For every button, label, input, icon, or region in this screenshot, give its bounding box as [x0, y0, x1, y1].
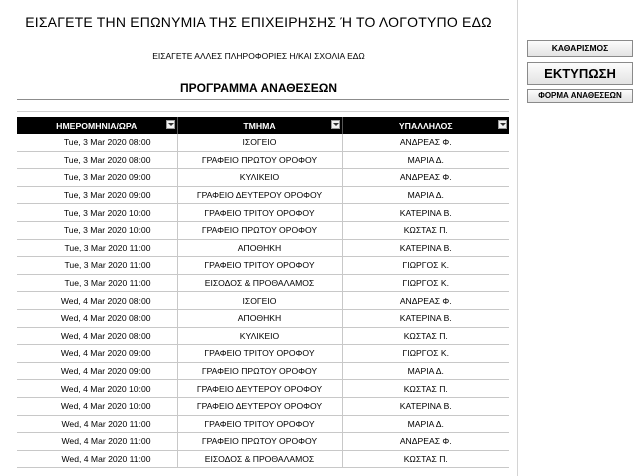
table-row [17, 186, 509, 204]
cell-department[interactable]: ΓΡΑΦΕΙΟ ΤΡΙΤΟΥ ΟΡΟΦΟΥ [177, 204, 342, 222]
sort-filter-icon[interactable] [166, 120, 175, 129]
cell-datetime[interactable]: Wed, 4 Mar 2020 08:00 [17, 309, 177, 327]
cell-datetime[interactable]: Wed, 4 Mar 2020 09:00 [17, 362, 177, 380]
cell-department[interactable]: ΙΣΟΓΕΙΟ [177, 134, 342, 151]
column-header-department [177, 117, 342, 134]
cell-department[interactable]: ΑΠΟΘΗΚΗ [177, 309, 342, 327]
page-title: ΠΡΟΓΡΑΜΜΑ ΑΝΑΘΕΣΕΩΝ [179, 81, 338, 95]
cell-department[interactable]: ΓΡΑΦΕΙΟ ΤΡΙΤΟΥ ΟΡΟΦΟΥ [177, 415, 342, 433]
table-row [17, 151, 509, 169]
cell-department[interactable]: ΓΡΑΦΕΙΟ ΠΡΩΤΟΥ ΟΡΟΦΟΥ [177, 151, 342, 169]
cell-employee[interactable]: ΑΝΔΡΕΑΣ Φ. [342, 292, 509, 310]
cell-datetime[interactable]: Wed, 4 Mar 2020 11:00 [17, 433, 177, 451]
table-row [17, 450, 509, 468]
column-header-employee [342, 117, 509, 134]
cell-employee[interactable]: ΜΑΡΙΑ Δ. [342, 151, 509, 169]
table-row [17, 274, 509, 292]
cell-employee[interactable]: ΚΑΤΕΡΙΝΑ Β. [342, 397, 509, 415]
column-header-label: ΥΠΑΛΛΗΛΟΣ [398, 120, 453, 131]
table-row [17, 257, 509, 275]
cell-datetime[interactable]: Tue, 3 Mar 2020 10:00 [17, 204, 177, 222]
company-name-placeholder[interactable]: ΕΙΣΑΓΕΤΕ ΤΗΝ ΕΠΩΝΥΜΙΑ ΤΗΣ ΕΠΙΧΕΙΡΗΣΗΣ Ή ΤΟ ΛΟΓΟΤΥΠΟ ΕΔΩ [25, 14, 492, 30]
cell-datetime[interactable]: Wed, 4 Mar 2020 11:00 [17, 415, 177, 433]
cell-department[interactable]: ΓΡΑΦΕΙΟ ΠΡΩΤΟΥ ΟΡΟΦΟΥ [177, 362, 342, 380]
cell-datetime[interactable]: Wed, 4 Mar 2020 08:00 [17, 292, 177, 310]
cell-employee[interactable]: ΓΙΩΡΓΟΣ Κ. [342, 345, 509, 363]
column-header-label: ΤΜΗΜΑ [243, 120, 276, 131]
cell-department[interactable]: ΚΥΛΙΚΕΙΟ [177, 169, 342, 187]
cell-datetime[interactable]: Wed, 4 Mar 2020 10:00 [17, 380, 177, 398]
cell-employee[interactable]: ΚΑΤΕΡΙΝΑ Β. [342, 239, 509, 257]
cell-datetime[interactable]: Wed, 4 Mar 2020 09:00 [17, 345, 177, 363]
column-header-datetime [17, 117, 177, 134]
cell-datetime[interactable]: Tue, 3 Mar 2020 08:00 [17, 151, 177, 169]
table-row [17, 415, 509, 433]
cell-datetime[interactable]: Wed, 4 Mar 2020 08:00 [17, 327, 177, 345]
cell-datetime[interactable]: Wed, 4 Mar 2020 11:00 [17, 450, 177, 468]
cell-department[interactable]: ΓΡΑΦΕΙΟ ΔΕΥΤΕΡΟΥ ΟΡΟΦΟΥ [177, 397, 342, 415]
assignments-form-button[interactable]: ΦΟΡΜΑ ΑΝΑΘΕΣΕΩΝ [527, 89, 633, 103]
cell-employee[interactable]: ΚΩΣΤΑΣ Π. [342, 221, 509, 239]
cell-datetime[interactable]: Tue, 3 Mar 2020 10:00 [17, 221, 177, 239]
title-divider [17, 99, 509, 100]
cell-datetime[interactable]: Tue, 3 Mar 2020 11:00 [17, 274, 177, 292]
table-row [17, 380, 509, 398]
cell-datetime[interactable]: Wed, 4 Mar 2020 10:00 [17, 397, 177, 415]
table-row [17, 134, 509, 151]
cell-datetime[interactable]: Tue, 3 Mar 2020 11:00 [17, 257, 177, 275]
cell-employee[interactable]: ΑΝΔΡΕΑΣ Φ. [342, 169, 509, 187]
cell-employee[interactable]: ΚΑΤΕΡΙΝΑ Β. [342, 204, 509, 222]
cell-employee[interactable]: ΚΩΣΤΑΣ Π. [342, 327, 509, 345]
table-header-row [17, 117, 509, 134]
cell-employee[interactable]: ΜΑΡΙΑ Δ. [342, 415, 509, 433]
cell-department[interactable]: ΓΡΑΦΕΙΟ ΠΡΩΤΟΥ ΟΡΟΦΟΥ [177, 433, 342, 451]
clear-button[interactable]: ΚΑΘΑΡΙΣΜΟΣ [527, 40, 633, 57]
cell-datetime[interactable]: Tue, 3 Mar 2020 09:00 [17, 169, 177, 187]
cell-datetime[interactable]: Tue, 3 Mar 2020 08:00 [17, 134, 177, 151]
table-row [17, 433, 509, 451]
info-placeholder[interactable]: ΕΙΣΑΓΕΤΕ ΑΛΛΕΣ ΠΛΗΡΟΦΟΡΙΕΣ Η/ΚΑΙ ΣΧΟΛΙΑ ΕΔΩ [152, 51, 365, 61]
filter-dropdown-icon[interactable] [498, 120, 507, 129]
table-row [17, 204, 509, 222]
table-row [17, 327, 509, 345]
cell-employee[interactable]: ΑΝΔΡΕΑΣ Φ. [342, 433, 509, 451]
cell-employee[interactable]: ΜΑΡΙΑ Δ. [342, 362, 509, 380]
cell-employee[interactable]: ΚΩΣΤΑΣ Π. [342, 450, 509, 468]
column-header-label: ΗΜΕΡΟΜΗΝΙΑ/ΩΡΑ [56, 120, 138, 131]
table-row [17, 292, 509, 310]
cell-employee[interactable]: ΜΑΡΙΑ Δ. [342, 186, 509, 204]
cell-department[interactable]: ΓΡΑΦΕΙΟ ΔΕΥΤΕΡΟΥ ΟΡΟΦΟΥ [177, 380, 342, 398]
cell-department[interactable]: ΓΡΑΦΕΙΟ ΤΡΙΤΟΥ ΟΡΟΦΟΥ [177, 257, 342, 275]
table-row [17, 221, 509, 239]
cell-department[interactable]: ΙΣΟΓΕΙΟ [177, 292, 342, 310]
table-row [17, 169, 509, 187]
cell-department[interactable]: ΑΠΟΘΗΚΗ [177, 239, 342, 257]
cell-department[interactable]: ΓΡΑΦΕΙΟ ΠΡΩΤΟΥ ΟΡΟΦΟΥ [177, 221, 342, 239]
table-row [17, 362, 509, 380]
table-divider [17, 111, 509, 112]
table-row [17, 345, 509, 363]
cell-employee[interactable]: ΓΙΩΡΓΟΣ Κ. [342, 257, 509, 275]
cell-department[interactable]: ΓΡΑΦΕΙΟ ΤΡΙΤΟΥ ΟΡΟΦΟΥ [177, 345, 342, 363]
print-button[interactable]: ΕΚΤΥΠΩΣΗ [527, 62, 633, 85]
cell-employee[interactable]: ΚΩΣΤΑΣ Π. [342, 380, 509, 398]
cell-department[interactable]: ΓΡΑΦΕΙΟ ΔΕΥΤΕΡΟΥ ΟΡΟΦΟΥ [177, 186, 342, 204]
table-row [17, 239, 509, 257]
cell-employee[interactable]: ΓΙΩΡΓΟΣ Κ. [342, 274, 509, 292]
cell-employee[interactable]: ΚΑΤΕΡΙΝΑ Β. [342, 309, 509, 327]
cell-department[interactable]: ΕΙΣΟΔΟΣ & ΠΡΟΘΑΛΑΜΟΣ [177, 274, 342, 292]
cell-datetime[interactable]: Tue, 3 Mar 2020 11:00 [17, 239, 177, 257]
cell-employee[interactable]: ΑΝΔΡΕΑΣ Φ. [342, 134, 509, 151]
cell-department[interactable]: ΚΥΛΙΚΕΙΟ [177, 327, 342, 345]
cell-department[interactable]: ΕΙΣΟΔΟΣ & ΠΡΟΘΑΛΑΜΟΣ [177, 450, 342, 468]
filter-dropdown-icon[interactable] [331, 120, 340, 129]
assignments-table [17, 117, 509, 468]
cell-datetime[interactable]: Tue, 3 Mar 2020 09:00 [17, 186, 177, 204]
table-row [17, 309, 509, 327]
table-row [17, 397, 509, 415]
